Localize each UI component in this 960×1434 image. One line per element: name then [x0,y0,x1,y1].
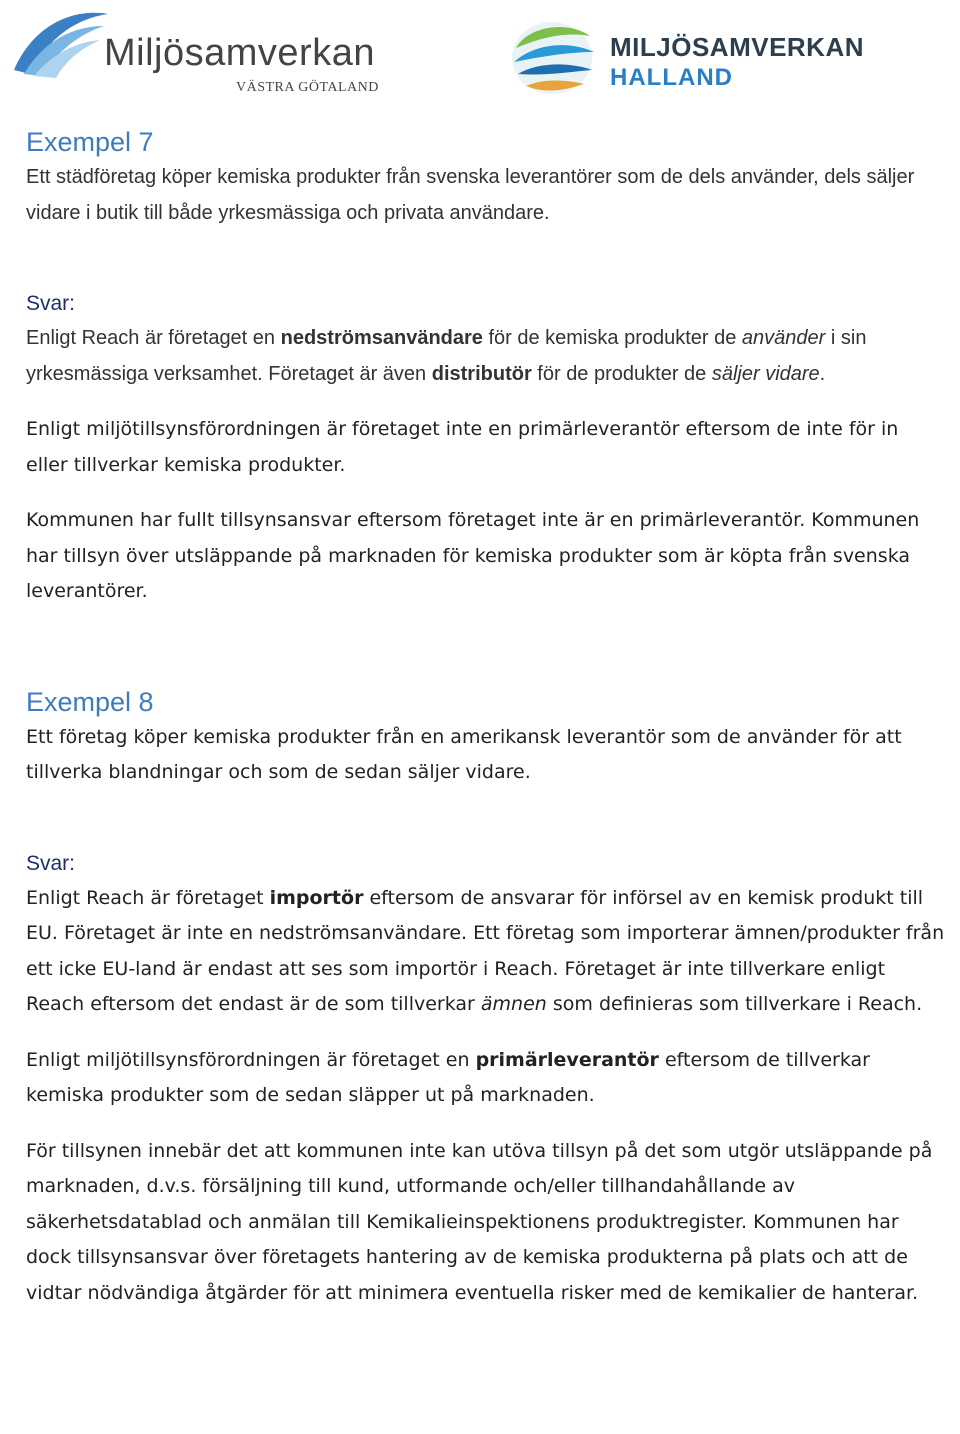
example7-paragraph-tillsyn: Kommunen har fullt tillsynsansvar eftersom företaget inte är en primärleverantör. Kommunen har tillsyn över utsläppande på marknaden för kemiska produkter som är köpta från svenska leverantörer. [26,509,920,602]
leaf-emblem-icon [508,18,598,102]
example7-title: Exempel 7 [26,127,154,157]
example8-paragraph-tillsyn: För tillsynen innebär det att kommunen inte kan utöva tillsyn på det som utgör utsläppande på marknaden, d.v.s. försäljning till kund, utformande och/eller tillhandahållande av säkerhetsdatablad och anmälan till Kemikalieinspektionens produktregister. Kommunen har dock tillsynsansvar över företagets hantering av de kemiska produkterna på plats och att de vidtar nödvändiga åtgärder för att minimera eventuella risker med de kemikalier de hanterar. [26,1139,933,1304]
example7-scenario: Ett städföretag köper kemiska produkter från svenska leverantörer som de dels använder, dels säljer vidare i butik till både yrkesmässiga och privata användare. [26,166,915,224]
example8-scenario: Ett företag köper kemiska produkter från en amerikansk leverantör som de använder för att tillverka blandningar och som de sedan säljer vidare. [26,725,902,783]
example7-paragraph-mtf: Enligt miljötillsynsförordningen är företaget inte en primärleverantör eftersom de inte för in eller tillverkar kemiska produkter. [26,418,899,476]
logo-right-line2: HALLAND [610,64,733,91]
example7-answer [26,287,946,392]
example8-answer-label: Svar: [26,851,76,875]
document-content [26,124,946,1311]
example8-paragraph-mtf: Enligt miljötillsynsförordningen är företaget en primärleverantör eftersom de tillverkar kemiska produkter som de sedan släpper ut på marknaden. [26,1048,870,1106]
example8-answer-reach: Enligt Reach är företaget importör eftersom de ansvarar för införsel av en kemisk produkt till EU. Företaget är inte en nedströmsanvändare. Ett företag som importerar ämnen/produkter från ett icke EU-land är endast att ses som importör i Reach. Företaget är inte tillverkare enligt Reach eftersom det endast är de som tillverkar ämnen som definieras som tillverkare i Reach. [26,886,945,1015]
example7-answer-label: Svar: [26,292,76,315]
logo-right-line1: MILJÖSAMVERKAN [610,32,865,62]
logo-miljosamverkan-vastra-gotaland [4,4,390,100]
swoosh-logo-icon [4,4,114,84]
logo-left-region: VÄSTRA GÖTALAND [236,80,379,95]
logo-left-name: Miljösamverkan [104,32,375,74]
logo-miljosamverkan-halland [508,18,865,102]
example8-title: Exempel 8 [26,686,154,717]
example8-answer [26,847,946,1023]
example7-answer-reach: Enligt Reach är företaget en nedströmsanvändare för de kemiska produkter de använder i sin yrkesmässiga verksamhet. Företaget är även distributör för de produkter de säljer vidare. [26,327,867,385]
